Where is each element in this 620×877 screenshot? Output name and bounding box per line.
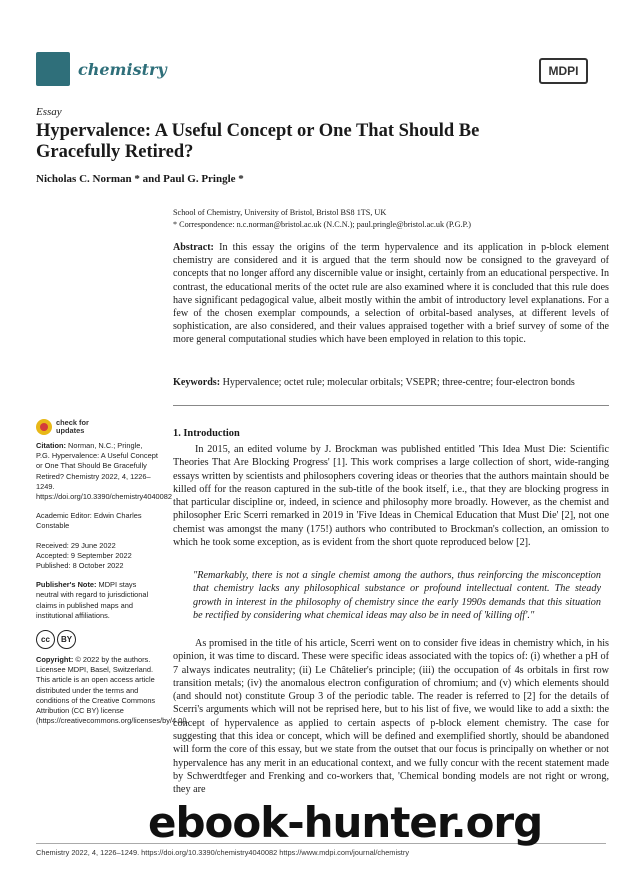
cc-icon: cc (36, 630, 55, 649)
article-sidebar (36, 418, 189, 735)
abstract-label: Abstract: (173, 242, 214, 253)
cc-license-badge[interactable] (36, 630, 158, 649)
journal-logo-icon (36, 52, 70, 86)
by-icon: BY (57, 630, 76, 649)
affiliation: School of Chemistry, University of Bristol, Bristol BS8 1TS, UK (173, 208, 387, 217)
received-date: Received: 29 June 2022 (36, 540, 116, 550)
page-footer: Chemistry 2022, 4, 1226–1249. https://doi.org/10.3390/chemistry4040082 https://www.mdpi.com/journal/chemistry (36, 848, 410, 857)
abstract (173, 241, 609, 347)
check-updates-label: check for updates (56, 418, 89, 435)
section-heading: 1. Introduction (173, 428, 240, 439)
article-title: Hypervalence: A Useful Concept or One That Should Be Gracefully Retired? (36, 121, 480, 162)
divider (173, 405, 609, 406)
watermark: ebook-hunter.org (148, 798, 543, 847)
dates (36, 541, 158, 572)
abstract-text: In this essay the origins of the term hypervalence and its application in p-block element chemistry are considered and it is argued that the term should now be consigned to the graveyard of concepts that no longer afford any discernible value or insight, certainly from an educational perspective. In contrast, the educational merits of the octet rule are also examined where it is concluded that this rule does have significant pedagogical value, albeit mostly within the ambit of introductory level explanations. For a few of the chosen exemplar compounds, a selection of orbital-based analyses, at different levels of sophistication, are also considered, and their values appraised together with a brief survey of some of the more general computational studies which have been employed in relation to this topic. (173, 242, 609, 346)
publisher-note: Publisher's Note: MDPI stays neutral with regard to jurisdictional claims in published maps and institutional affiliations. (36, 580, 149, 620)
keywords-label: Keywords: (173, 377, 221, 388)
journal-name[interactable]: chemistry (78, 60, 167, 79)
check-updates-icon (36, 419, 52, 435)
academic-editor: Academic Editor: Edwin Charles Constable (36, 511, 142, 531)
affiliation-block (173, 207, 603, 230)
accepted-date: Accepted: 9 September 2022 (36, 550, 132, 560)
keywords-text: Hypervalence; octet rule; molecular orbitals; VSEPR; three-centre; four-electron bonds (222, 377, 575, 388)
publisher-logo[interactable]: MDPI (539, 58, 588, 84)
correspondence: * Correspondence: n.c.norman@bristol.ac.uk (N.C.N.); paul.pringle@bristol.ac.uk (P.G.P.) (173, 219, 471, 229)
check-for-updates-button[interactable] (36, 419, 158, 435)
author-list: Nicholas C. Norman * and Paul G. Pringle * (36, 173, 244, 185)
block-quote: "Remarkably, there is not a single chemist among the authors, thus reinforcing the misconception that chemistry lacks any philosophical substance or profound intellectual content. The steady growth in interest in the philosophy of chemistry since the early 1990s demands that this situation be rectified by considering what chemical ideas may also be in need of 'killing off'." (193, 570, 601, 621)
article-type: Essay (36, 106, 62, 118)
published-date: Published: 8 October 2022 (36, 561, 124, 571)
citation: Citation: Norman, N.C.; Pringle, P.G. Hypervalence: A Useful Concept or One That Should Be Gracefully Retired? Chemistry 2022, 4, 1226–1249. https://doi.org/10.3390/chemistry4040082 (36, 441, 172, 502)
paragraph-1: In 2015, an edited volume by J. Brockman was published entitled 'This Idea Must Die: Scientific Theories That Are Blocking Progress' [1]. This work comprises a large collection of short, wide-ranging essays written by scientists and philosophers covering ideas or theories that the authors maintain should be killed off for the reason captured in the sub-title of the book itself, i.e., that they are blocking progress in that particular discipline or, indeed, in science and philosophy more broadly. However, as the chemist and philosopher Eric Scerri remarked in 2019 in 'Five Ideas in Chemical Education that Must Die' [2], not one chemist was amongst the many (175!) authors who contributed to Brockman's collection, an omission to which he took some exception, as is evident from the short quote reproduced below [2]. (173, 444, 609, 549)
paragraph-2: As promised in the title of his article, Scerri went on to consider five ideas in chemistry which, in his opinion, it was time to discard. These were specific ideas associated with the topics of: (i) whether a pH of 7 always indicates neutrality; (ii) Le Châtelier's principle; (iii) the occupation of 4s orbitals in first row transition metals; (iv) the anomalous electron configuration of chromium; and (v) which elements should (and should not) constitute Group 3 of the periodic table. The reader is referred to [2] for the details of Scerri's arguments which will not be reprised here, but to his list of five, we would like to add a sixth: the concept of hypervalence as applied to certain aspects of p-block element chemistry. The case for suggesting that this idea or concept, which will be defined and exemplified shortly, should be abandoned will form the core of this essay, but we state from the outset that our focus is principally on whether or not hypervalence has any merit in an educational context, and we fully concur with the recent statement made by Schwerdtfeger and Frenking and co-workers that, 'Chemical bonding models are not right or wrong, they are (173, 638, 609, 796)
keywords (173, 376, 609, 389)
copyright: Copyright: © 2022 by the authors. Licensee MDPI, Basel, Switzerland. This article is an open access article distributed under the terms and conditions of the Creative Commons Attribution (CC BY) license (https://creativecommons.org/licenses/by/4.0/). (36, 655, 189, 726)
